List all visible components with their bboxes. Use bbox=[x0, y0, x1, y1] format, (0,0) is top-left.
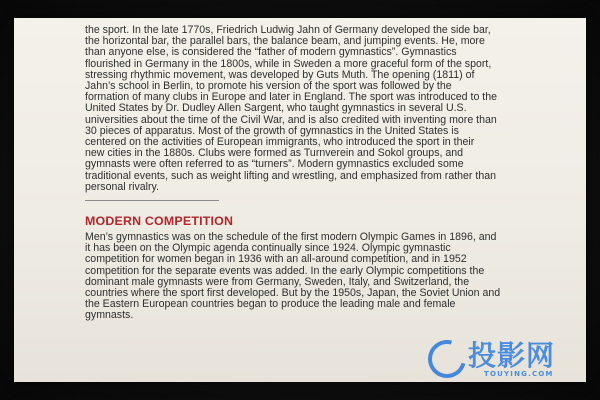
text-line: 30 pieces of apparatus. Most of the growth of gymnastics in the United States is bbox=[85, 124, 459, 137]
text-line: stressing rhythmic movement, was developed by Guts Muth. The opening (1811) of bbox=[85, 68, 475, 81]
intro-paragraph bbox=[85, 25, 535, 193]
text-line: dominant male gymnasts were from Germany, Sweden, Italy, and Switzerland, the bbox=[85, 275, 470, 288]
text-line: formation of many clubs in Europe and later in England. The sport was introduced to the bbox=[85, 91, 498, 104]
text-line: universities about the time of the Civil War, and is also credited with inventing more than bbox=[85, 113, 497, 126]
section-divider bbox=[85, 200, 219, 201]
text-line: Men’s gymnastics was on the schedule of the first modern Olympic Games in 1896, and bbox=[85, 231, 497, 244]
text-line: the Eastern European countries began to produce the leading male and female bbox=[85, 298, 456, 311]
text-line: traditional events, such as weight lifting and wrestling, and emphasized from rather than bbox=[85, 169, 497, 182]
text-line: gymnasts were often referred to as “turners”. Modern gymnastics excluded some bbox=[85, 158, 464, 171]
section-paragraph bbox=[85, 232, 535, 322]
document-page bbox=[85, 25, 535, 322]
text-line: centered on the activities of European immigrants, who introduced the sport in their bbox=[85, 136, 475, 149]
text-line: Jahn’s school in Berlin, to promote his version of the sport was followed by the bbox=[85, 80, 452, 93]
text-line: competition for women began in 1936 with an all-around competition, and in 1952 bbox=[85, 253, 467, 266]
watermark-text: 投影网 bbox=[468, 339, 556, 372]
text-line: personal rivalry. bbox=[85, 180, 159, 193]
text-line: countries where the sport first developed. But by the 1950s, Japan, the Soviet Union and bbox=[85, 287, 501, 300]
text-line: the horizontal bar, the parallel bars, the balance beam, and jumping events. He, more bbox=[85, 35, 485, 48]
text-line: United States by Dr. Dudley Allen Sargent, who taught gymnastics in several U.S. bbox=[85, 102, 467, 115]
text-line: the sport. In the late 1770s, Friedrich Ludwig Jahn of Germany developed the side bar, bbox=[85, 24, 491, 36]
text-line: new cities in the 1880s. Clubs were formed as Turnverein and Sokol groups, and bbox=[85, 147, 464, 160]
text-line: than anyone else, is considered the “father of modern gymnastics”. Gymnastics bbox=[85, 46, 457, 59]
text-line: competition for the separate events was added. In the early Olympic competitions the bbox=[85, 264, 485, 277]
text-line: it has been on the Olympic agenda continually since 1924. Olympic gymnastic bbox=[85, 242, 451, 255]
watermark-subtext: TOUYING.COM bbox=[484, 370, 554, 378]
projection-screen bbox=[14, 18, 586, 382]
text-line: gymnasts. bbox=[85, 309, 134, 322]
section-heading: MODERN COMPETITION bbox=[85, 214, 234, 229]
text-line: flourished in Germany in the 1800s, while in Sweden a more graceful form of the sport, bbox=[85, 57, 492, 70]
